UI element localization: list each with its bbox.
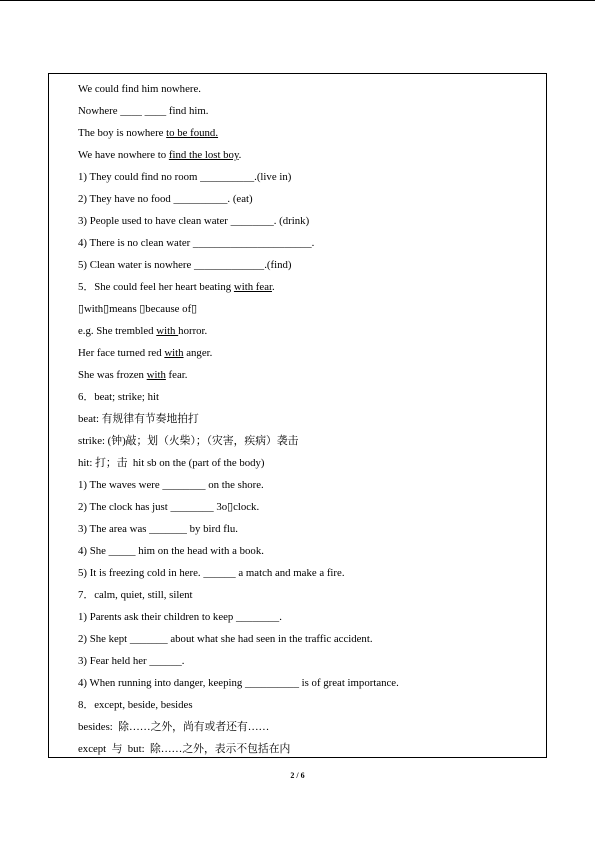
text-segment: 2) The clock has just ________ 3o▯clock. bbox=[78, 501, 260, 513]
text-segment: 1) They could find no room __________.(live in) bbox=[78, 171, 292, 183]
text-line bbox=[78, 124, 538, 146]
text-line bbox=[78, 212, 538, 234]
text-segment: 4) When running into danger, keeping __________ is of great importance. bbox=[78, 677, 399, 689]
text-segment: ▯with▯means ▯because of▯ bbox=[78, 303, 198, 315]
text-line bbox=[78, 740, 538, 762]
text-segment: besides: 除……之外，尚有或者还有…… bbox=[78, 721, 270, 733]
text-line bbox=[78, 542, 538, 564]
text-line bbox=[78, 586, 538, 608]
text-line bbox=[78, 718, 538, 740]
text-line bbox=[78, 190, 538, 212]
text-line bbox=[78, 608, 538, 630]
text-segment: The boy is nowhere bbox=[78, 127, 167, 139]
text-segment: 5) Clean water is nowhere _____________.(find) bbox=[78, 259, 292, 271]
text-segment: Nowhere ____ ____ find him. bbox=[78, 105, 209, 117]
text-line bbox=[78, 256, 538, 278]
text-line bbox=[78, 432, 538, 454]
text-segment: We could find him nowhere. bbox=[78, 83, 201, 95]
text-segment: Her face turned red bbox=[78, 347, 165, 359]
text-segment: . bbox=[271, 281, 275, 293]
text-segment: 1) Parents ask their children to keep ________. bbox=[78, 611, 282, 623]
text-segment: 2) She kept _______ about what she had seen in the traffic accident. bbox=[78, 633, 373, 645]
text-segment: 8．except, beside, besides bbox=[78, 699, 193, 711]
text-segment: beat: 有规律有节奏地拍打 bbox=[78, 413, 199, 425]
text-segment: e.g. She trembled bbox=[78, 325, 157, 337]
text-line bbox=[78, 366, 538, 388]
page-number: 2 / 6 bbox=[290, 771, 305, 780]
worksheet-content bbox=[78, 80, 538, 762]
text-segment: horror. bbox=[178, 325, 208, 337]
text-segment: We have nowhere to bbox=[78, 149, 169, 161]
text-segment: hit: 打；击 hit sb on the (part of the body) bbox=[78, 457, 265, 469]
text-line bbox=[78, 454, 538, 476]
text-line bbox=[78, 652, 538, 674]
text-line bbox=[78, 674, 538, 696]
underlined-text: to be found. bbox=[166, 127, 219, 139]
text-line bbox=[78, 322, 538, 344]
text-line bbox=[78, 696, 538, 718]
text-segment: 4) There is no clean water ______________________. bbox=[78, 237, 315, 249]
underlined-text: with bbox=[146, 369, 166, 381]
text-line bbox=[78, 102, 538, 124]
underlined-text: with fear bbox=[233, 281, 272, 293]
text-segment: fear. bbox=[165, 369, 188, 381]
text-line bbox=[78, 476, 538, 498]
text-line bbox=[78, 388, 538, 410]
text-segment: She was frozen bbox=[78, 369, 147, 381]
underlined-text: with bbox=[156, 325, 179, 337]
text-segment: except 与 but: 除……之外，表示不包括在内 bbox=[78, 743, 291, 755]
text-segment: 5) It is freezing cold in here. ______ a match and make a fire. bbox=[78, 567, 345, 579]
text-segment: 5．She could feel her heart beating bbox=[78, 281, 234, 293]
text-segment: 2) They have no food __________. (eat) bbox=[78, 193, 253, 205]
text-segment: 6．beat; strike; hit bbox=[78, 391, 159, 403]
text-segment: 3) Fear held her ______. bbox=[78, 655, 185, 667]
text-line bbox=[78, 278, 538, 300]
text-line bbox=[78, 146, 538, 168]
text-line bbox=[78, 410, 538, 432]
text-segment: 3) People used to have clean water ________. (drink) bbox=[78, 215, 310, 227]
text-line bbox=[78, 234, 538, 256]
text-line bbox=[78, 630, 538, 652]
text-line bbox=[78, 300, 538, 322]
text-segment: . bbox=[238, 149, 242, 161]
underlined-text: with bbox=[164, 347, 184, 359]
text-line bbox=[78, 498, 538, 520]
text-segment: 7．calm, quiet, still, silent bbox=[78, 589, 193, 601]
text-segment: 4) She _____ him on the head with a book. bbox=[78, 545, 264, 557]
text-line bbox=[78, 520, 538, 542]
text-segment: anger. bbox=[183, 347, 213, 359]
text-segment: 3) The area was _______ by bird flu. bbox=[78, 523, 238, 535]
text-line bbox=[78, 564, 538, 586]
text-line bbox=[78, 80, 538, 102]
text-line bbox=[78, 344, 538, 366]
top-rule bbox=[0, 0, 595, 1]
text-segment: 1) The waves were ________ on the shore. bbox=[78, 479, 264, 491]
underlined-text: find the lost boy bbox=[168, 149, 239, 161]
text-line bbox=[78, 168, 538, 190]
text-segment: strike: (钟)敲；划（火柴）；（灾害，疾病）袭击 bbox=[78, 435, 299, 447]
